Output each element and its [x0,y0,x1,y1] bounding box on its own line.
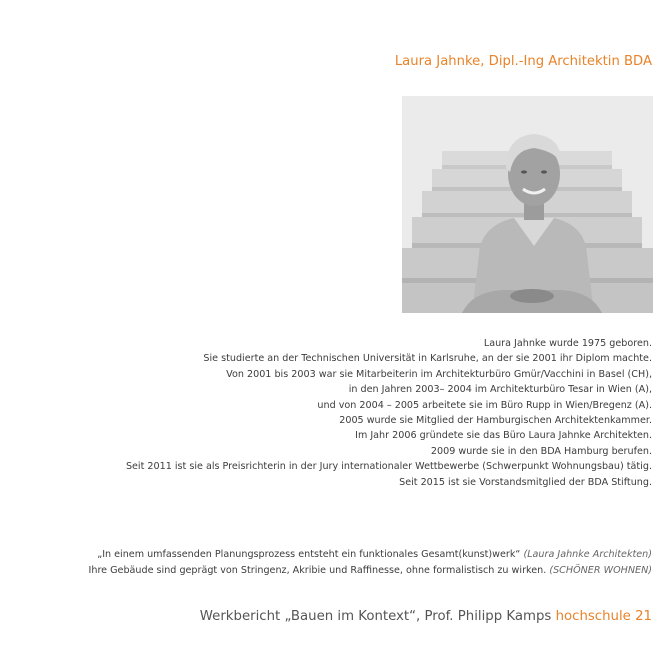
footer-text: Werkbericht „Bauen im Kontext“, Prof. Philipp Kamps [199,609,552,624]
bio-line: Von 2001 bis 2003 war sie Mitarbeiterin im Architekturbüro Gmür/Vacchini in Basel (CH), [226,368,652,380]
quote-text: Ihre Gebäude sind geprägt von Stringenz, Akribie und Raffinesse, ohne formalistisch zu wirken. [88,565,547,576]
quote-source: (SCHÖNER WOHNEN) [549,565,652,576]
bio-line: in den Jahren 2003– 2004 im Architekturbüro Tesar in Wien (A), [348,384,652,396]
quote-source: (Laura Jahnke Architekten) [523,549,652,560]
footer [200,609,652,624]
bio-line: 2009 wurde sie in den BDA Hamburg berufen. [430,445,652,457]
quote-line [12,563,652,579]
bio-line: 2005 wurde sie Mitglied der Hamburgischen Architektenkammer. [339,415,652,427]
bio-line: und von 2004 – 2005 arbeitete sie im Büro Rupp in Wien/Bregenz (A). [317,399,652,411]
bio-line: Laura Jahnke wurde 1975 geboren. [483,338,652,349]
page-title: Laura Jahnke, Dipl.-Ing Architektin BDA [394,54,652,69]
portrait-photo [402,96,653,313]
quotes-block [12,547,652,579]
bio-line: Im Jahr 2006 gründete sie das Büro Laura Jahnke Architekten. [355,430,652,442]
quote-text: „In einem umfassenden Planungsprozess entsteht ein funktionales Gesamt(kunst)werk“ [97,549,521,560]
footer-brand: hochschule 21 [555,609,652,624]
quote-line [12,547,652,563]
bio-line: Sie studierte an der Technischen Universität in Karlsruhe, an der sie 2001 ihr Diplom machte. [203,353,652,365]
bio-line: Seit 2015 ist sie Vorstandsmitglied der BDA Stiftung. [399,476,652,488]
bio-line: Seit 2011 ist sie als Preisrichterin in der Jury internationaler Wettbewerbe (Schwerpunkt Wohnungsbau) tätig. [125,461,652,473]
biography [12,336,652,490]
